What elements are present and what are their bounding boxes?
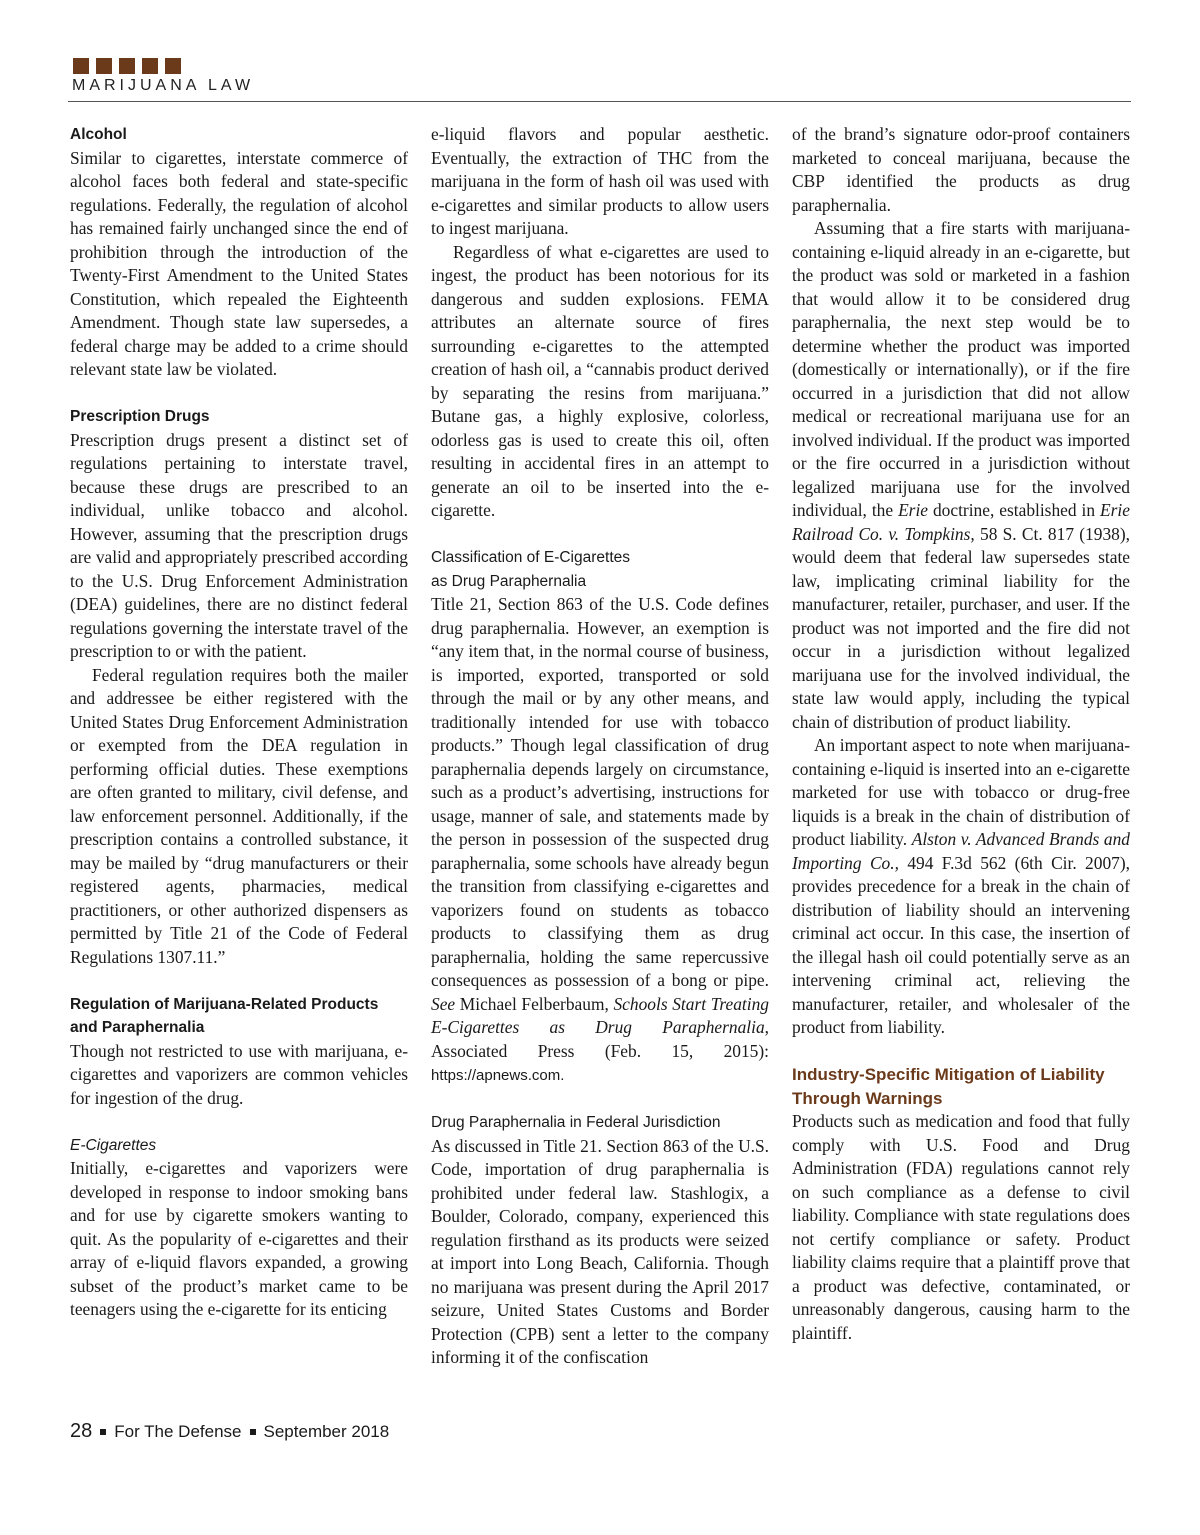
paragraph-e-cigarettes: Initially, e-cigarettes and vaporizers were developed in response to indoor smoking bans and for use by cigarette smokers wanting to quit. As the popularity of e-cigarettes and their array of e-liquid flavors expanded, a growing subset of the product’s market came to be teenagers using the e-cigarette for its enticing (70, 1158, 408, 1319)
signal-see: See (431, 993, 456, 1014)
paragraph-regulation: Though not restricted to use with marijuana, e-cigarettes and vaporizers are common vehicles for ingestion of the drug. (70, 1040, 408, 1108)
paragraph-industry: Products such as medication and food that fully comply with U.S. Food and Drug Administration (FDA) regulations cannot rely on such compliance as a defense to civil liability. Compliance with state regulations does not certify compliance or safety. Product liability claims require that a plaintiff prove that a product was defective, contaminated, or unreasonably dangerous, causing harm to the plaintiff. (792, 1111, 1130, 1343)
header-square (119, 58, 135, 74)
paragraph-federal: As discussed in Title 21. Section 863 of the U.S. Code, importation of drug paraphernalia is prohibited under federal law. Stashlogix, a Boulder, Colorado, company, experienced this regulation firsthand as its products were seized at import into Long Beach, California. Though no marijuana was present during the April 2017 seizure, United States Customs and Border Protection (CPB) sent a letter to the company informing it of the confiscation (431, 1135, 769, 1367)
paragraph-regardless: Regardless of what e-cigarettes are used to ingest, the product has been notorious for its dangerous and sudden explosions. FEMA attributes an alternate source of fires surrounding e-cigarettes to the attempted creation of hash oil, a “cannabis product derived by separating the resins from marijuana.” Butane gas, a highly explosive, colorless, odorless gas is used to create this oil, often resulting in accidental fires in an attempt to generate an oil to be inserted into the e-cigarette. (431, 241, 769, 520)
issue-date: September 2018 (263, 1421, 390, 1441)
paragraph-continuation: of the brand’s signature odor-proof containers marketed to conceal marijuana, because the CBP identified the products as drug paraphernalia. (792, 124, 1130, 215)
heading-classification-line-2: as Drug Paraphernalia (431, 572, 587, 590)
header-divider (68, 101, 1131, 102)
publication-name: For The Defense (114, 1421, 242, 1441)
erie-doctrine: Erie (898, 500, 929, 520)
header-squares (73, 58, 181, 74)
paragraph-classification: Title 21, Section 863 of the U.S. Code defines drug paraphernalia. However, an exemption is “any item that, in the normal course of business, is imported, exported, transported or sold through the mail or by any other means, and traditionally intended for use with tobacco products.” Though legal classification of drug paraphernalia depends largely on circumstance, such as a product’s advertising, instructions for usage, manner of sale, and statements made by the person in possession of the suspected drug paraphernalia, some schools have already begun the transition from classifying e-cigarettes and vaporizers found on students as tobacco products to classifying them as drug paraphernalia, holding the same repercussive consequences as possession of a bong or pipe. See Michael Felberbaum, Schools Start Treating E-Cigarettes as Drug Paraphernalia, Associated Press (Feb. 15, 2015): https://apnews.com. (431, 594, 769, 1084)
header-square (73, 58, 89, 74)
heading-federal-jurisdiction: Drug Paraphernalia in Federal Jurisdiction (431, 1114, 721, 1131)
separator-dot (250, 1429, 256, 1435)
paragraph-assuming: Assuming that a fire starts with marijuana-containing e-liquid already in an e-cigarette, but the product was sold or marketed in a fashion that would allow it to be considered drug paraphernalia, the next step would be to determine whether the product was imported (domestically or internationally), or if the fire occurred in a jurisdiction that did not allow medical or recreational marijuana use for an involved individual. If the product was imported or the fire occurred in a jurisdiction without legalized marijuana use for the involved individual, the Erie doctrine, established in Erie Railroad Co. v. Tompkins, 58 S. Ct. 817 (1938), would deem that federal law supersedes state law, implicating criminal liability for the manufacturer, retailer, purchaser, and user. If the product was not imported and the fire did not occur in a jurisdiction without legalized marijuana use for the involved individual, the state law would apply, including the typical chain of distribution of product liability. (792, 218, 1130, 732)
separator-dot (100, 1429, 106, 1435)
column-1 (70, 123, 408, 1322)
paragraph-aspect: An important aspect to note when marijuana-containing e-liquid is inserted into an e-cigarette marketed for use with tobacco or drug-free liquids is a break in the chain of distribution of product liability. Alston v. Advanced Brands and Importing Co., 494 F.3d 562 (6th Cir. 2007), provides precedence for a break in the chain of distribution of liability should an intervening criminal act occur. In this case, the insertion of the illegal hash oil could potentially serve as an intervening criminal act, relieving the manufacturer, retailer, and wholesaler of the product from liability. (792, 735, 1130, 1037)
paragraph-prescription-2: Federal regulation requires both the mailer and addressee be either registered with the United States Drug Enforcement Administration or exempted from the DEA regulation in performing official duties. These exemptions are often granted to military, civil defense, and law enforcement personnel. Additionally, if the prescription contains a controlled substance, it may be mailed by “drug manufacturers or their registered agents, pharmacies, medical practitioners, or other authorized dispensers as permitted by Title 21 of the Code of Federal Regulations 1307.11.” (70, 664, 408, 967)
erie-case: Erie Railroad Co. v. Tompkins, (792, 500, 1130, 544)
heading-prescription-drugs: Prescription Drugs (70, 408, 210, 425)
header-square (96, 58, 112, 74)
paragraph-alcohol: Similar to cigarettes, interstate commerce of alcohol faces both federal and state-specific regulations. Federally, the regulation of alcohol has remained fairly unchanged since the end of prohibition through the introduction of the Twenty-First Amendment to the United States Constitution, which repealed the Eighteenth Amendment. Though state law supersedes, a federal charge may be added to a crime should relevant state law be violated. (70, 147, 408, 379)
heading-classification-line-1: Classification of E-Cigarettes (431, 549, 630, 566)
page-footer (70, 1420, 389, 1443)
header-square (142, 58, 158, 74)
citation-title: Schools Start Treating E-Cigarettes as Drug Paraphernalia (431, 993, 769, 1037)
alston-case: Alston v. Advanced Brands and Importing Co., (792, 829, 1130, 873)
heading-alcohol: Alcohol (70, 126, 127, 143)
column-2 (431, 123, 769, 1370)
heading-industry-mitigation: Industry-Specific Mitigation of Liability Through Warnings (792, 1065, 1105, 1108)
citation-url[interactable]: https://apnews.com. (431, 1067, 565, 1084)
heading-e-cigarettes: E-Cigarettes (70, 1136, 157, 1154)
paragraph-prescription-1: Prescription drugs present a distinct set of regulations pertaining to interstate travel, because these drugs are prescribed to an individual, unlike tobacco and alcohol. However, assuming that the prescription drugs are valid and appropriately prescribed according to the U.S. Drug Enforcement Administration (DEA) guidelines, there are no distinct federal regulations governing the interstate travel of the prescription to or with the patient. (70, 429, 408, 661)
column-3 (792, 123, 1130, 1345)
page-number: 28 (70, 1420, 93, 1442)
heading-regulation: Regulation of Marijuana-Related Products and Paraphernalia (70, 995, 379, 1036)
section-title: MARIJUANA LAW (72, 77, 255, 94)
paragraph-continuation: e-liquid flavors and popular aesthetic. Eventually, the extraction of THC from the marijuana in the form of hash oil was used with e-cigarettes and similar products to allow users to ingest marijuana. (431, 124, 769, 238)
header-square (165, 58, 181, 74)
